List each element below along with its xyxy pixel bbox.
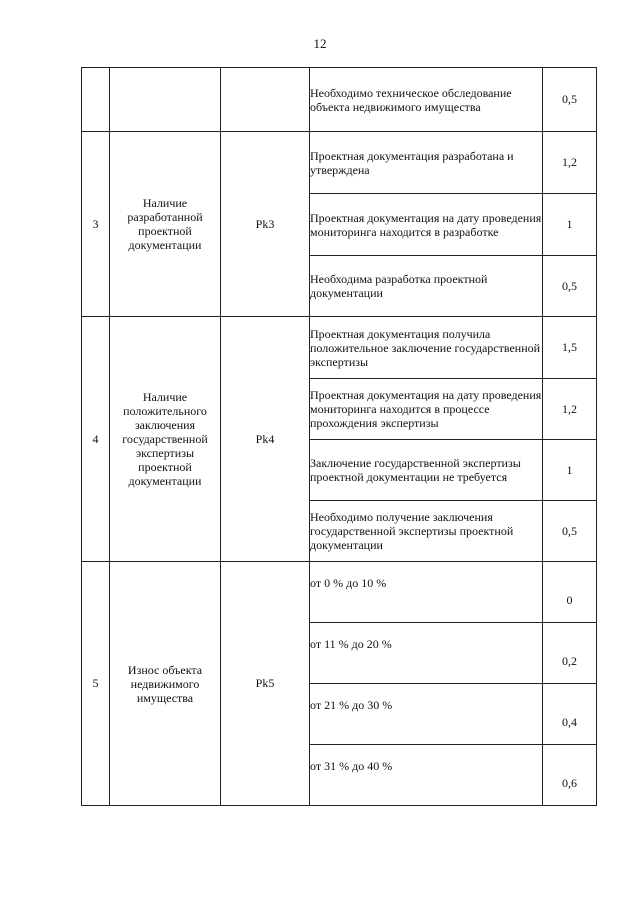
criterion-name: Износ объекта недвижимого имущества [110, 562, 221, 806]
table-row [82, 132, 597, 194]
option-value: 0 [543, 562, 597, 623]
option-description: от 11 % до 20 % [310, 623, 543, 684]
option-description: Проектная документация на дату проведения мониторинга находится в разработке [310, 194, 543, 256]
option-value: 0,5 [543, 68, 597, 132]
option-description: Заключение государственной экспертизы проектной документации не требуется [310, 440, 543, 501]
group-number: 5 [82, 562, 110, 806]
option-description: Проектная документация на дату проведения мониторинга находится в процессе прохождения экспертизы [310, 379, 543, 440]
option-description: от 0 % до 10 % [310, 562, 543, 623]
code-cell [221, 68, 310, 132]
option-description: от 21 % до 30 % [310, 684, 543, 745]
table-row [82, 562, 597, 623]
criterion-name: Наличие разработанной проектной документации [110, 132, 221, 317]
option-value: 1,2 [543, 379, 597, 440]
group-number-cell [82, 68, 110, 132]
option-description: от 31 % до 40 % [310, 745, 543, 806]
criterion-cell [110, 68, 221, 132]
option-value: 0,5 [543, 501, 597, 562]
group-number: 4 [82, 317, 110, 562]
option-value: 1,2 [543, 132, 597, 194]
option-value: 1 [543, 194, 597, 256]
option-description: Проектная документация получила положительное заключение государственной экспертизы [310, 317, 543, 379]
option-value: 1 [543, 440, 597, 501]
option-value: 0,6 [543, 745, 597, 806]
coefficient-code: Pk4 [221, 317, 310, 562]
table-row [82, 68, 597, 132]
option-description: Необходимо техническое обследование объекта недвижимого имущества [310, 68, 543, 132]
option-description: Необходима разработка проектной документации [310, 256, 543, 317]
option-value: 1,5 [543, 317, 597, 379]
coefficient-code: Pk5 [221, 562, 310, 806]
coefficient-code: Pk3 [221, 132, 310, 317]
criterion-name: Наличие положительного заключения государственной экспертизы проектной документации [110, 317, 221, 562]
option-description: Необходимо получение заключения государственной экспертизы проектной документации [310, 501, 543, 562]
page-number: 12 [313, 36, 327, 51]
group-number: 3 [82, 132, 110, 317]
table-row [82, 317, 597, 379]
option-value: 0,4 [543, 684, 597, 745]
option-value: 0,5 [543, 256, 597, 317]
option-value: 0,2 [543, 623, 597, 684]
criteria-table [81, 67, 597, 806]
option-description: Проектная документация разработана и утверждена [310, 132, 543, 194]
